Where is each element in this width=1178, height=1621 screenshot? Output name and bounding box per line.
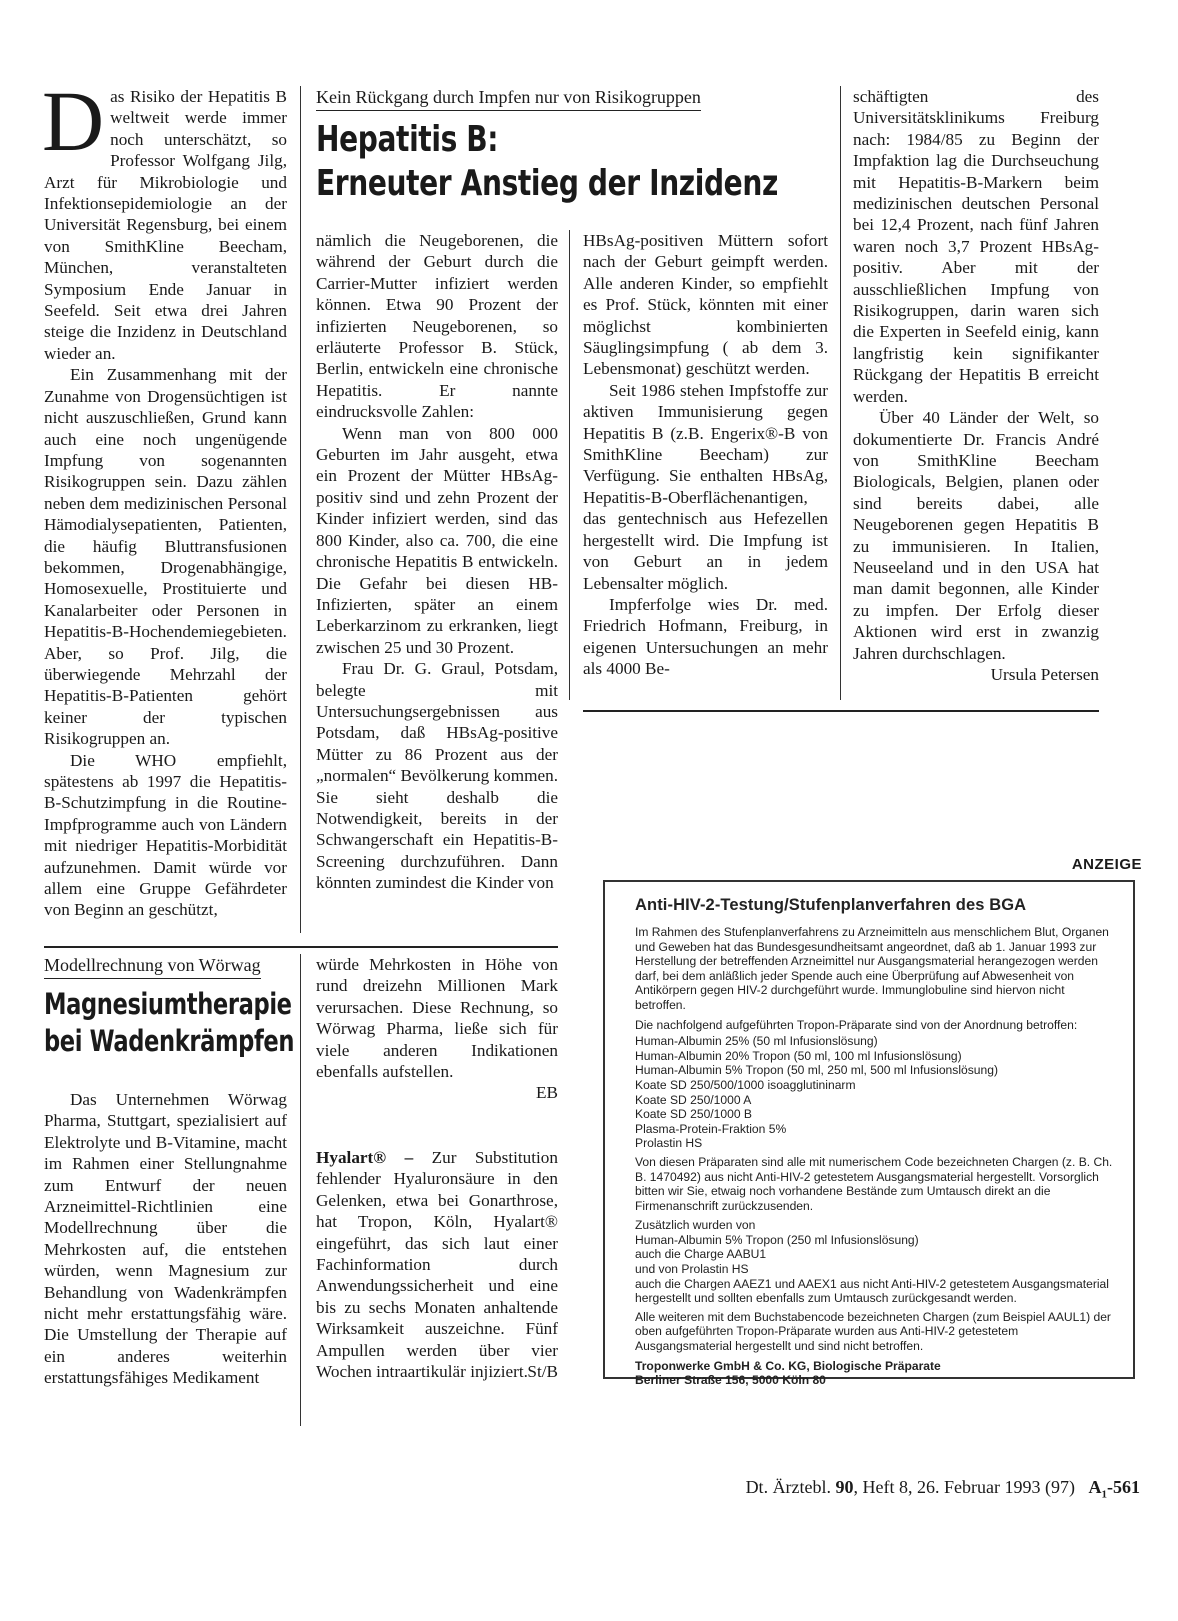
advertisement-box	[603, 880, 1135, 1388]
paragraph: Das Unternehmen Wörwag Pharma, Stuttgart, spezialisiert auf Elektrolyte und B-Vitamine, macht im Rahmen einer Stellungnahme zum Entwurf der neuen Arzneimittel-Richtlinien eine Modellrechnung über die Mehrkosten auf, die entstehen würden, wenn Magnesium zur Behandlung von Wadenkrämpfen nicht mehr erstattungsfähig wäre. Die Umstellung der Therapie auf ein anderes weiterhin erstattungsfähiges Medikament	[44, 1090, 287, 1388]
paragraph: Impferfolge wies Dr. med. Friedrich Hofmann, Freiburg, in eigenen Untersuchungen an mehr als 4000 Be-	[583, 594, 828, 679]
article-kicker: Kein Rückgang durch Impfen nur von Risikogruppen	[316, 86, 701, 111]
list-item: Zusätzlich wurden von	[635, 1218, 756, 1233]
article-headline	[44, 986, 294, 1060]
author-signature: St/B	[527, 1362, 558, 1382]
ad-paragraph: Die nachfolgend aufgeführten Tropon-Präparate sind von der Anordnung betroffen:	[635, 1017, 1078, 1032]
volume-number: 90	[835, 1477, 854, 1497]
issue-text: Heft 8, 26. Februar 1993 (97)	[862, 1477, 1075, 1497]
article3-body	[316, 1147, 558, 1383]
list-item: Koate SD 250/500/1000 isoagglutininarm	[635, 1077, 856, 1092]
paragraph: schäftigten des Universitätsklinikums Freiburg nach: 1984/85 zu Beginn der Impfaktion lag die Durchseuchung mit Hepatitis-B-Markern beim medizinischen deutschen Personal bei 12,4 Prozent, nach fünf Jahren waren noch 3,7 Prozent HBsAg-positiv. Aber mit der ausschließlichen Impfung von Risikogruppen, darin waren sich die Experten in Seefeld einig, kann langfristig kein signifikanter Rückgang der Hepatitis B erreicht werden.	[853, 87, 1099, 406]
article-headline	[316, 118, 778, 206]
paragraph: Wenn man von 800 000 Geburten im Jahr ausgeht, etwa ein Prozent der Mütter HBsAg-positiv sind und zehn Prozent der Kinder infiziert werden, sind das 800 Kinder, also ca. 700, die eine chronische Hepatitis B entwickeln. Die Gefahr bei diesen HB-Infizierten, später an einem Leberkarzinom zu erkranken, liegt zwischen 25 und 30 Prozent.	[316, 423, 558, 657]
headline-line: Erneuter Anstieg der Inzidenz	[316, 163, 778, 204]
list-item: und von Prolastin HS	[635, 1262, 749, 1277]
ad-additional-list	[635, 1218, 1115, 1306]
list-item: Koate SD 250/1000 B	[635, 1107, 752, 1122]
advertisement-label: ANZEIGE	[1071, 856, 1142, 873]
paragraph: Frau Dr. G. Graul, Potsdam, belegte mit Untersuchungsergebnissen aus Potsdam, daß HBsAg-positive Mütter zu 86 Prozent aus der „normalen“ Bevölkerung kommen. Sie sieht deshalb die Notwendigkeit, bereits in der Schwangerschaft ein Hepatitis-B-Screening durchzuführen. Dann könnten zumindest die Kinder von	[316, 659, 558, 893]
product-name: Hyalart® –	[316, 1148, 414, 1167]
paragraph: Die WHO empfiehlt, spätestens ab 1997 die Hepatitis-B-Schutzimpfung in die Routine-Impfprogramme auch von Ländern mit niedriger Hepatitis-Morbidität aufzunehmen. Damit würde vor allem eine Gruppe Gefährdeter von Beginn an geschützt,	[44, 750, 287, 920]
page-number	[1088, 1477, 1141, 1501]
paragraph: Ein Zusammenhang mit der Zunahme von Drogensüchtigen ist nicht auszuschließen, Grund kann auch eine noch ungenügende Impfung von sogenannten Risikogruppen sein. Dazu zählen neben dem medizinischen Personal Hämodialysepatienten, Patienten, die häufig Bluttransfusionen bekommen, Drogenabhängige, Homosexuelle, Prostituierte und Kanalarbeiter oder Personen in Hepatitis-B-Hochendemiegebieten. Aber, so Prof. Jilg, die überwiegende Mehrzahl der Hepatitis-B-Patienten gehört keiner der typischen Risikogruppen an.	[44, 365, 287, 749]
paragraph: Seit 1986 stehen Impfstoffe zur aktiven Immunisierung gegen Hepatitis B (z.B. Engerix®-B von SmithKline Beecham) zur Verfügung. Sie enthalten HBsAg, Hepatitis-B-Oberflächenantigen, das gentechnisch aus Hefezellen hergestellt wird. Die Impfung ist von Geburt an in jedem Lebensalter möglich.	[583, 380, 828, 593]
column-divider	[840, 86, 841, 700]
ad-company: Troponwerke GmbH & Co. KG, Biologische Präparate	[635, 1358, 941, 1373]
paragraph	[316, 1147, 558, 1382]
author-signature: EB	[536, 1083, 558, 1103]
list-item: Human-Albumin 5% Tropon (250 ml Infusionslösung)	[635, 1232, 919, 1247]
list-item: Plasma-Protein-Fraktion 5%	[635, 1121, 787, 1136]
article2-body-right	[316, 954, 558, 1104]
column-divider	[300, 954, 301, 1426]
list-item: Human-Albumin 25% (50 ml Infusionslösung)	[635, 1034, 878, 1049]
page-prefix: A	[1088, 1477, 1102, 1497]
headline-line: Hepatitis B:	[316, 119, 499, 160]
section-rule	[44, 946, 558, 948]
drop-cap: D	[42, 73, 105, 169]
paragraph: Über 40 Länder der Welt, so dokumentierte Dr. Francis André von SmithKline Beecham Biologicals, Belgien, planen oder sind bereits dabei, alle Neugeborenen gegen Hepatitis B zu immunisieren. In Italien, Neuseeland und in den USA hat man damit begonnen, alle Kinder zu impfen. Der Erfolg dieser Aktionen wird erst in zwanzig Jahren durchschlagen.	[853, 408, 1099, 663]
headline-line: Magnesiumtherapie	[44, 987, 292, 1021]
page-subscript: 1	[1101, 1488, 1107, 1501]
ad-product-list	[635, 1034, 1115, 1151]
article2-body-left	[44, 1089, 287, 1389]
column-divider	[300, 86, 301, 933]
list-item: Human-Albumin 20% Tropon (50 ml, 100 ml Infusionslösung)	[635, 1048, 962, 1063]
page-footer	[640, 1475, 1140, 1507]
column-1	[42, 73, 287, 921]
paragraph-text: as Risiko der Hepatitis B weltweit werde immer noch unterschätzt, so Professor Wolfgang Jilg, Arzt für Mikrobiologie und Infektionsepidemiologie an der Universität Regensburg, bei einem von SmithKline Beecham, München, veranstalteten Symposium Ende Januar in Seefeld. Seit etwa drei Jahren steige die Inzidenz in Deutschland wieder an.	[44, 87, 287, 363]
column-3	[583, 230, 828, 680]
lead-paragraph	[42, 73, 287, 364]
paragraph: würde Mehrkosten in Höhe von rund dreizehn Millionen Mark verursachen. Diese Rechnung, so Wörwag Pharma, ließe sich für viele anderen Indikationen ebenfalls aufstellen.	[316, 955, 558, 1082]
ad-paragraph: Alle weiteren mit dem Buchstabencode bezeichneten Chargen (zum Beispiel AAUL1) der oben aufgeführten Tropon-Präparate wurden aus Anti-HIV-2 getestetem Ausgangsmaterial hergestellt und sind nicht betroffen.	[635, 1309, 1111, 1354]
ad-title: Anti-HIV-2-Testung/Stufenplanverfahren des BGA	[635, 896, 1027, 914]
list-item: auch die Charge AABU1	[635, 1247, 767, 1262]
column-2	[316, 230, 558, 894]
ad-paragraph: Von diesen Präparaten sind alle mit numerischem Code bezeichneten Chargen (z. B. Ch. B. 1470492) aus nicht Anti-HIV-2 getestetem Ausgangsmaterial hergestellt. Vorsorglich bitten wir Sie, etwaig noch vorhandene Bestände zum Umtausch direkt an die Firmenanschrift zurückzusenden.	[635, 1154, 1113, 1213]
section-rule	[583, 710, 1099, 712]
article-kicker: Modellrechnung von Wörwag	[44, 954, 261, 979]
ad-address: Berliner Straße 156, 5000 Köln 80	[635, 1373, 826, 1388]
list-item: Prolastin HS	[635, 1136, 703, 1151]
list-item: auch die Chargen AAEZ1 und AAEX1 aus nicht Anti-HIV-2 getestetem Ausgangsmaterial hergestellt und sollten ebenfalls zum Umtausch zurückgesandt werden.	[635, 1276, 1109, 1306]
paragraph: nämlich die Neugeborenen, die während der Geburt durch die Carrier-Mutter infiziert werden können. Etwa 90 Prozent der infizierten Neugeborenen, so erläuterte Professor B. Stück, Berlin, entwickeln eine chronische Hepatitis. Er nannte eindrucksvolle Zahlen:	[316, 231, 558, 422]
list-item: Human-Albumin 5% Tropon (50 ml, 250 ml, 500 ml Infusionslösung)	[635, 1063, 998, 1078]
paragraph: HBsAg-positiven Müttern sofort nach der Geburt geimpft werden. Alle anderen Kinder, so empfiehlt es Prof. Stück, könnten mit einer möglichst kombinierten Säuglingsimpfung ( ab dem 3. Lebensmonat) geschützt werden.	[583, 231, 828, 379]
ad-paragraph: Im Rahmen des Stufenplanverfahrens zu Arzneimitteln aus menschlichem Blut, Organen und Geweben hat das Bundesgesundheitsamt angeordnet, daß ab 1. Januar 1993 zur Herstellung der betreffenden Arzneimittel nur Ausgangsmaterial herangezogen werden darf, bei dem anläßlich jeder Spende auch eine Überprüfung auf Abwesenheit von Antikörpern gegen HIV-2 durchgeführt wurde. Immunglobuline sind hiervon nicht betroffen.	[635, 925, 1109, 1012]
list-item: Koate SD 250/1000 A	[635, 1092, 752, 1107]
author-signature: Ursula Petersen	[990, 664, 1099, 684]
journal-name: Dt. Ärztebl.	[745, 1477, 832, 1497]
headline-line: bei Wadenkrämpfen	[44, 1024, 295, 1058]
column-4	[853, 86, 1099, 685]
paragraph-text: Zur Substitution fehlender Hyaluronsäure in den Gelenken, etwa bei Gonarthrose, hat Tropon, Köln, Hyalart® eingeführt, das sich laut einer Fachinformation durch Anwendungssicherheit und eine bis zu sechs Monaten anhaltende Wirksamkeit auszeichne. Fünf Ampullen werden über vier Wochen intraartikulär injiziert.	[316, 1148, 558, 1382]
column-divider	[569, 230, 570, 700]
page-num: -561	[1107, 1477, 1140, 1497]
issue-info: , Heft 8, 26. Februar 1993 (97)	[853, 1477, 1075, 1497]
